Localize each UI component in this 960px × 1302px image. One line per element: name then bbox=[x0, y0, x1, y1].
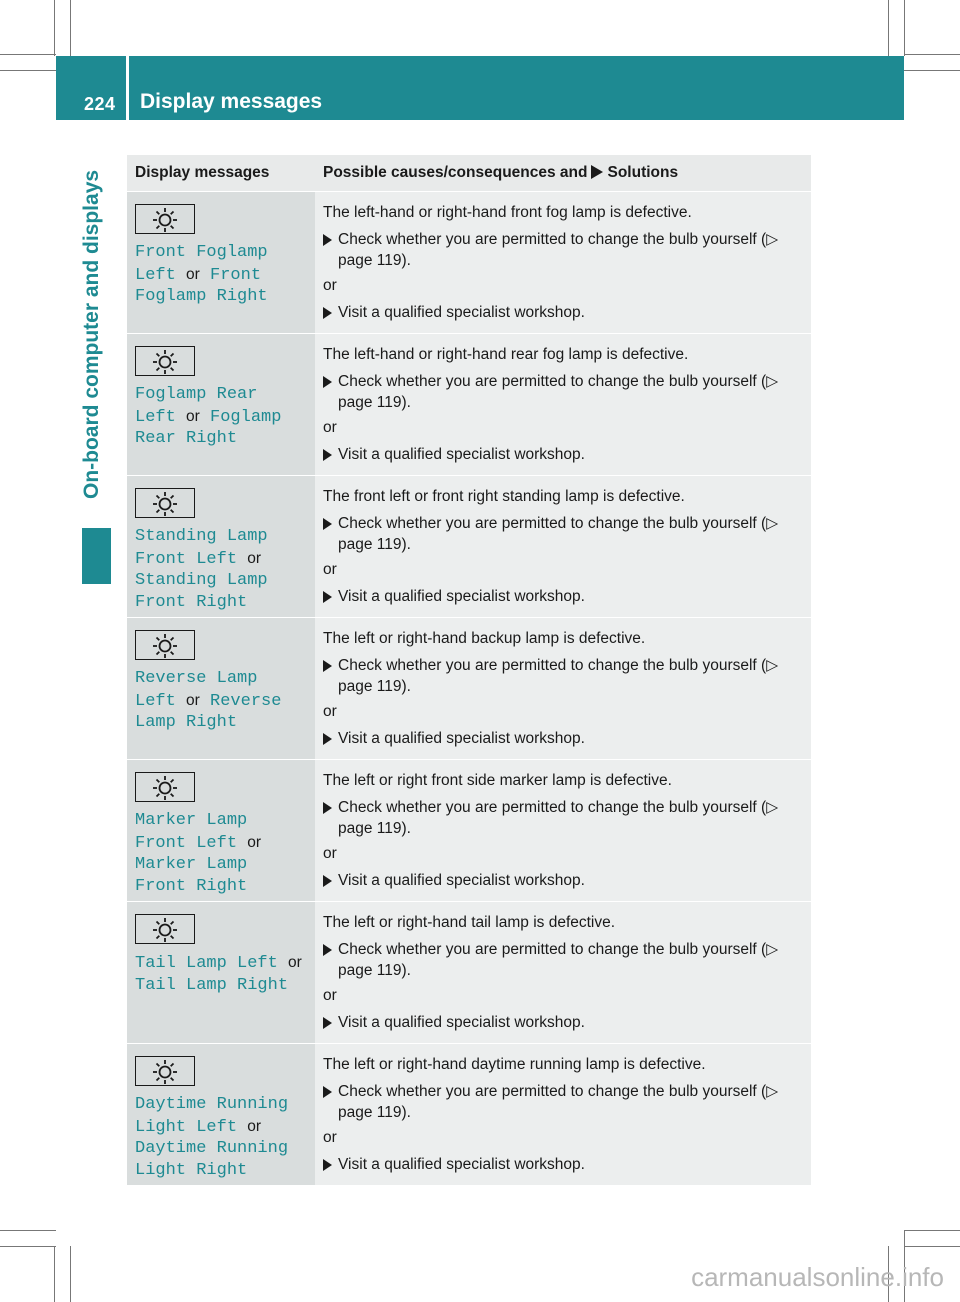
or-separator: or bbox=[323, 419, 337, 436]
crop-mark bbox=[54, 1246, 55, 1302]
crop-mark bbox=[0, 1246, 56, 1247]
bulb-warning-icon bbox=[135, 1056, 195, 1086]
crop-mark bbox=[0, 70, 56, 71]
table-row bbox=[127, 191, 811, 333]
crop-mark bbox=[0, 54, 56, 55]
table-row bbox=[127, 617, 811, 759]
cause-text: The front left or front right standing lamp is defective. bbox=[323, 488, 685, 505]
display-message-cell bbox=[127, 1044, 315, 1185]
step-arrow-icon bbox=[323, 1017, 332, 1029]
or-label: or bbox=[186, 407, 200, 425]
bulb-warning-icon bbox=[135, 488, 195, 518]
display-message-text bbox=[135, 952, 307, 996]
message-variant-a: Foglamp Rear Left bbox=[135, 385, 258, 427]
display-message-text bbox=[135, 810, 307, 897]
display-message-cell bbox=[127, 618, 315, 759]
crop-mark bbox=[904, 54, 960, 55]
solution-step bbox=[323, 1012, 803, 1033]
step-text: Visit a qualified specialist workshop. bbox=[338, 872, 585, 889]
or-separator: or bbox=[323, 987, 337, 1004]
crop-mark bbox=[54, 0, 55, 56]
solution-step bbox=[323, 1154, 803, 1175]
solution-step bbox=[323, 655, 803, 697]
or-label: or bbox=[186, 265, 200, 283]
step-text: Check whether you are permitted to change the bulb yourself (▷ page 119). bbox=[338, 941, 779, 979]
step-arrow-icon bbox=[323, 944, 332, 956]
table-body bbox=[127, 191, 811, 1185]
step-text: Check whether you are permitted to change the bulb yourself (▷ page 119). bbox=[338, 657, 779, 695]
message-variant-a: Tail Lamp Left bbox=[135, 954, 278, 973]
step-text: Check whether you are permitted to change the bulb yourself (▷ page 119). bbox=[338, 373, 779, 411]
message-variant-a: Front Foglamp Left bbox=[135, 243, 268, 285]
solution-step bbox=[323, 444, 803, 465]
step-text: Visit a qualified specialist workshop. bbox=[338, 304, 585, 321]
table-row bbox=[127, 333, 811, 475]
solution-step bbox=[323, 513, 803, 555]
step-text: Check whether you are permitted to change the bulb yourself (▷ page 119). bbox=[338, 1083, 779, 1121]
solution-cell bbox=[315, 760, 811, 901]
or-label: or bbox=[288, 954, 302, 971]
solution-cell bbox=[315, 334, 811, 475]
step-arrow-icon bbox=[323, 234, 332, 246]
bulb-warning-icon bbox=[135, 346, 195, 376]
display-message-text bbox=[135, 242, 307, 308]
display-message-cell bbox=[127, 192, 315, 333]
cause-text: The left-hand or right-hand front fog lamp is defective. bbox=[323, 204, 692, 221]
step-arrow-icon bbox=[323, 449, 332, 461]
step-arrow-icon bbox=[323, 660, 332, 672]
column-header-causes-solutions bbox=[315, 164, 811, 182]
bulb-warning-icon bbox=[135, 204, 195, 234]
step-arrow-icon bbox=[323, 518, 332, 530]
step-text: Check whether you are permitted to change the bulb yourself (▷ page 119). bbox=[338, 515, 779, 553]
solution-step bbox=[323, 728, 803, 749]
crop-mark bbox=[904, 1230, 960, 1231]
solution-step bbox=[323, 586, 803, 607]
solution-cell bbox=[315, 1044, 811, 1185]
cause-text: The left or right-hand daytime running lamp is defective. bbox=[323, 1056, 706, 1073]
bulb-warning-icon bbox=[135, 772, 195, 802]
message-variant-b: Marker Lamp Front Right bbox=[135, 855, 248, 896]
side-section-label: On-board computer and displays bbox=[80, 170, 103, 500]
message-variant-a: Reverse Lamp Left bbox=[135, 669, 258, 711]
display-message-text bbox=[135, 384, 307, 450]
solution-step bbox=[323, 797, 803, 839]
crop-mark bbox=[904, 70, 960, 71]
step-arrow-icon bbox=[323, 1159, 332, 1171]
page-number: 224 bbox=[84, 94, 116, 114]
step-arrow-icon bbox=[323, 1086, 332, 1098]
step-text: Visit a qualified specialist workshop. bbox=[338, 730, 585, 747]
solution-step bbox=[323, 229, 803, 271]
or-label: or bbox=[247, 549, 262, 567]
message-variant-b: Tail Lamp Right bbox=[135, 975, 289, 995]
header-divider bbox=[126, 56, 129, 120]
crop-mark bbox=[904, 1246, 960, 1247]
step-arrow-icon bbox=[323, 591, 332, 603]
solution-step bbox=[323, 1081, 803, 1123]
step-arrow-icon bbox=[323, 733, 332, 745]
crop-mark bbox=[70, 1246, 71, 1302]
cause-text: The left or right-hand tail lamp is defective. bbox=[323, 914, 616, 931]
display-message-text bbox=[135, 526, 307, 613]
page-title: Display messages bbox=[140, 90, 323, 113]
step-text: Check whether you are permitted to change the bulb yourself (▷ page 119). bbox=[338, 231, 779, 269]
solution-step bbox=[323, 870, 803, 891]
or-label: or bbox=[247, 833, 262, 851]
cause-text: The left or right front side marker lamp is defective. bbox=[323, 772, 672, 789]
message-variant-b: Standing Lamp Front Right bbox=[135, 571, 268, 612]
cause-text: The left-hand or right-hand rear fog lamp is defective. bbox=[323, 346, 689, 363]
crop-mark bbox=[904, 0, 905, 56]
message-variant-a: Daytime Running Light Left bbox=[135, 1095, 289, 1137]
or-separator: or bbox=[323, 561, 337, 578]
message-variant-a: Marker Lamp Front Left bbox=[135, 811, 248, 853]
step-text: Visit a qualified specialist workshop. bbox=[338, 446, 585, 463]
message-variant-b: Foglamp Rear Right bbox=[135, 407, 282, 448]
message-variant-b: Reverse Lamp Right bbox=[135, 691, 282, 732]
or-label: or bbox=[247, 1117, 262, 1135]
cause-text: The left or right-hand backup lamp is defective. bbox=[323, 630, 646, 647]
play-arrow-icon bbox=[591, 165, 603, 179]
column-header-causes: Possible causes/consequences and bbox=[323, 164, 588, 181]
or-separator: or bbox=[323, 703, 337, 720]
watermark: carmanualsonline.info bbox=[691, 1262, 944, 1292]
display-message-cell bbox=[127, 476, 315, 617]
solution-cell bbox=[315, 618, 811, 759]
display-message-text bbox=[135, 1094, 307, 1181]
step-text: Visit a qualified specialist workshop. bbox=[338, 1156, 585, 1173]
table-header bbox=[127, 155, 811, 191]
step-arrow-icon bbox=[323, 802, 332, 814]
display-message-cell bbox=[127, 760, 315, 901]
side-tab-block bbox=[82, 528, 111, 584]
display-message-cell bbox=[127, 902, 315, 1043]
solution-step bbox=[323, 302, 803, 323]
display-message-text bbox=[135, 668, 307, 734]
solution-cell bbox=[315, 902, 811, 1043]
crop-mark bbox=[70, 0, 71, 56]
step-text: Visit a qualified specialist workshop. bbox=[338, 588, 585, 605]
crop-mark bbox=[888, 0, 889, 56]
bulb-warning-icon bbox=[135, 630, 195, 660]
bulb-warning-icon bbox=[135, 914, 195, 944]
solution-step bbox=[323, 939, 803, 981]
step-text: Check whether you are permitted to change the bulb yourself (▷ page 119). bbox=[338, 799, 779, 837]
or-label: or bbox=[186, 691, 200, 709]
step-text: Visit a qualified specialist workshop. bbox=[338, 1014, 585, 1031]
solution-cell bbox=[315, 476, 811, 617]
table-row bbox=[127, 475, 811, 617]
step-arrow-icon bbox=[323, 875, 332, 887]
table-row bbox=[127, 759, 811, 901]
column-header-display-messages: Display messages bbox=[135, 164, 270, 181]
crop-mark bbox=[0, 1230, 56, 1231]
table-row bbox=[127, 901, 811, 1043]
step-arrow-icon bbox=[323, 307, 332, 319]
solution-step bbox=[323, 371, 803, 413]
message-variant-b: Daytime Running Light Right bbox=[135, 1139, 289, 1180]
display-message-cell bbox=[127, 334, 315, 475]
message-variant-b: Front Foglamp Right bbox=[135, 265, 268, 306]
display-messages-table bbox=[127, 155, 811, 1185]
column-header-solutions: Solutions bbox=[607, 164, 679, 181]
table-row bbox=[127, 1043, 811, 1185]
or-separator: or bbox=[323, 845, 337, 862]
step-arrow-icon bbox=[323, 376, 332, 388]
message-variant-a: Standing Lamp Front Left bbox=[135, 527, 268, 569]
solution-cell bbox=[315, 192, 811, 333]
or-separator: or bbox=[323, 1129, 337, 1146]
or-separator: or bbox=[323, 277, 337, 294]
